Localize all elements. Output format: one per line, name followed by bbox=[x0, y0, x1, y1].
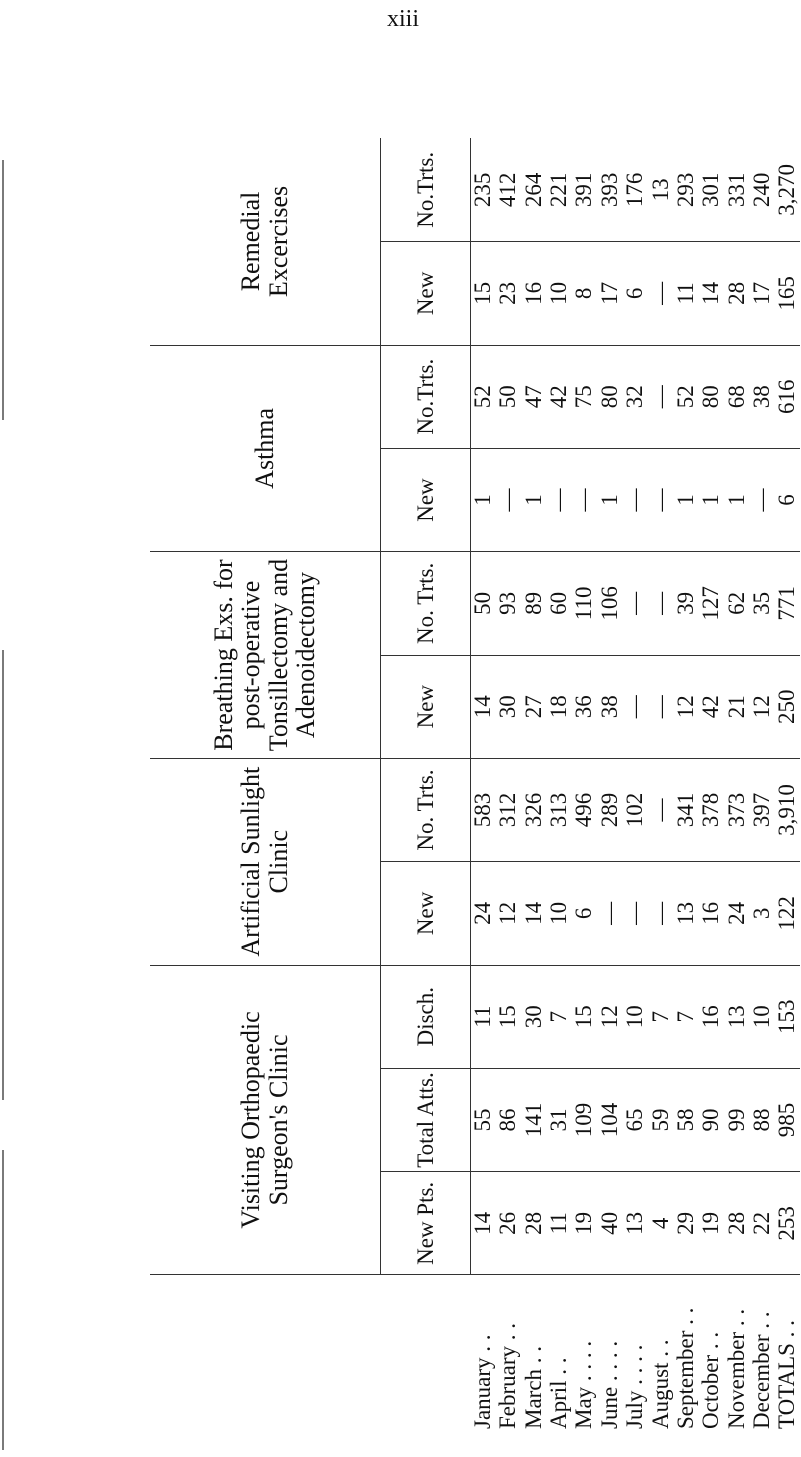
cell-s-trts: 496 bbox=[572, 758, 597, 861]
cell-s-new: 10 bbox=[547, 862, 572, 965]
cell-v-disch: 7 bbox=[547, 965, 572, 1068]
cell-a-trts: 38 bbox=[749, 345, 774, 448]
cell-b-trts: 35 bbox=[749, 552, 774, 655]
cell-v-new: 28 bbox=[521, 1172, 546, 1275]
cell-b-trts: 50 bbox=[470, 552, 496, 655]
cell-s-trts: 378 bbox=[699, 758, 724, 861]
cell-b-new: — bbox=[623, 655, 648, 758]
asthma-trts-header: No.Trts. bbox=[380, 345, 470, 448]
cell-r-new: 16 bbox=[521, 242, 546, 345]
cell-v-total: 88 bbox=[749, 1068, 774, 1171]
cell-s-trts: 373 bbox=[724, 758, 749, 861]
asthma-header: Asthma bbox=[150, 345, 380, 552]
page-edge-shadow bbox=[0, 0, 8, 1457]
cell-v-new: 11 bbox=[547, 1172, 572, 1275]
cell-a-new: — bbox=[572, 448, 597, 551]
table-row bbox=[648, 35, 673, 1435]
cell-v-disch: 15 bbox=[572, 965, 597, 1068]
cell-v-total: 58 bbox=[673, 1068, 698, 1171]
cell-v-new: 40 bbox=[597, 1172, 622, 1275]
sunlight-trts-header: No. Trts. bbox=[380, 758, 470, 861]
cell-a-new: — bbox=[749, 448, 774, 551]
clinic-statistics-table bbox=[150, 35, 800, 1435]
cell-b-new: 250 bbox=[775, 655, 800, 758]
cell-r-new: 14 bbox=[699, 242, 724, 345]
cell-s-new: 12 bbox=[496, 862, 521, 965]
cell-a-trts: 32 bbox=[623, 345, 648, 448]
cell-b-new: 14 bbox=[470, 655, 496, 758]
cell-s-trts: 3,910 bbox=[775, 758, 800, 861]
visiting-total-atts-header: Total Atts. bbox=[380, 1068, 470, 1171]
cell-a-trts: 75 bbox=[572, 345, 597, 448]
cell-b-trts: 60 bbox=[547, 552, 572, 655]
cell-v-total: 59 bbox=[648, 1068, 673, 1171]
visiting-clinic-header: Visiting Orthopaedic Surgeon's Clinic bbox=[150, 965, 380, 1275]
cell-b-new: 30 bbox=[496, 655, 521, 758]
cell-v-disch: 15 bbox=[496, 965, 521, 1068]
sunlight-new-header: New bbox=[380, 862, 470, 965]
month-label: December . . bbox=[748, 1311, 774, 1429]
table-row bbox=[623, 35, 648, 1435]
cell-r-new: 28 bbox=[724, 242, 749, 345]
month-label: September . . bbox=[672, 1307, 698, 1429]
month-label: August . . bbox=[647, 1339, 673, 1429]
table-row bbox=[775, 35, 800, 1435]
cell-b-trts: 89 bbox=[521, 552, 546, 655]
cell-s-trts: 102 bbox=[623, 758, 648, 861]
cell-v-disch: 7 bbox=[673, 965, 698, 1068]
cell-s-new: — bbox=[623, 862, 648, 965]
table-row bbox=[470, 35, 496, 1435]
remedial-exercises-header: Remedial Excercises bbox=[150, 138, 380, 345]
cell-v-total: 109 bbox=[572, 1068, 597, 1171]
cell-s-new: 3 bbox=[749, 862, 774, 965]
cell-r-trts: 393 bbox=[597, 138, 622, 241]
month-header bbox=[150, 1275, 470, 1435]
cell-s-new: 13 bbox=[673, 862, 698, 965]
month-label: May . . . . bbox=[571, 1340, 597, 1429]
cell-a-new: 1 bbox=[470, 448, 496, 551]
cell-r-new: 165 bbox=[775, 242, 800, 345]
month-label: February . . bbox=[495, 1322, 521, 1429]
table-row bbox=[496, 35, 521, 1435]
month-label: November . . bbox=[723, 1308, 749, 1429]
cell-v-total: 141 bbox=[521, 1068, 546, 1171]
cell-b-trts: 127 bbox=[699, 552, 724, 655]
cell-v-disch: 30 bbox=[521, 965, 546, 1068]
sunlight-clinic-header: Artificial Sunlight Clinic bbox=[150, 758, 380, 965]
month-label: January . . bbox=[469, 1334, 495, 1429]
cell-a-trts: — bbox=[648, 345, 673, 448]
cell-s-trts: 397 bbox=[749, 758, 774, 861]
cell-a-trts: 616 bbox=[775, 345, 800, 448]
cell-r-trts: 293 bbox=[673, 138, 698, 241]
cell-r-new: 17 bbox=[597, 242, 622, 345]
table-row bbox=[597, 35, 622, 1435]
cell-v-disch: 16 bbox=[699, 965, 724, 1068]
month-label: July . . . . bbox=[622, 1344, 648, 1429]
cell-v-new: 26 bbox=[496, 1172, 521, 1275]
cell-b-trts: 62 bbox=[724, 552, 749, 655]
cell-a-new: 1 bbox=[597, 448, 622, 551]
month-label: October . . bbox=[698, 1331, 724, 1429]
month-label: TOTALS . . bbox=[774, 1320, 800, 1429]
cell-b-new: 38 bbox=[597, 655, 622, 758]
cell-r-new: 6 bbox=[623, 242, 648, 345]
cell-r-trts: 331 bbox=[724, 138, 749, 241]
cell-b-new: 12 bbox=[749, 655, 774, 758]
table-body bbox=[470, 35, 800, 1435]
cell-r-trts: 412 bbox=[496, 138, 521, 241]
cell-a-trts: 52 bbox=[470, 345, 496, 448]
cell-v-new: 4 bbox=[648, 1172, 673, 1275]
table-row bbox=[572, 35, 597, 1435]
cell-v-disch: 153 bbox=[775, 965, 800, 1068]
cell-s-trts: 313 bbox=[547, 758, 572, 861]
cell-a-trts: 80 bbox=[597, 345, 622, 448]
table-row bbox=[699, 35, 724, 1435]
cell-a-new: — bbox=[648, 448, 673, 551]
cell-a-trts: 50 bbox=[496, 345, 521, 448]
cell-v-new: 253 bbox=[775, 1172, 800, 1275]
cell-a-new: 1 bbox=[724, 448, 749, 551]
cell-v-new: 14 bbox=[470, 1172, 496, 1275]
cell-a-new: 1 bbox=[673, 448, 698, 551]
remedial-trts-header: No.Trts. bbox=[380, 138, 470, 241]
remedial-new-header: New bbox=[380, 242, 470, 345]
cell-b-trts: — bbox=[648, 552, 673, 655]
cell-a-new: — bbox=[496, 448, 521, 551]
cell-b-trts: 39 bbox=[673, 552, 698, 655]
visiting-new-pts-header: New Pts. bbox=[380, 1172, 470, 1275]
cell-b-trts: — bbox=[623, 552, 648, 655]
table-row bbox=[724, 35, 749, 1435]
cell-b-new: 12 bbox=[673, 655, 698, 758]
cell-s-new: 24 bbox=[724, 862, 749, 965]
cell-b-trts: 771 bbox=[775, 552, 800, 655]
cell-v-new: 19 bbox=[572, 1172, 597, 1275]
cell-v-new: 13 bbox=[623, 1172, 648, 1275]
cell-s-trts: 289 bbox=[597, 758, 622, 861]
cell-r-trts: 221 bbox=[547, 138, 572, 241]
cell-a-new: 6 bbox=[775, 448, 800, 551]
cell-b-trts: 110 bbox=[572, 552, 597, 655]
cell-r-new: 23 bbox=[496, 242, 521, 345]
cell-r-new: 8 bbox=[572, 242, 597, 345]
cell-r-new: 11 bbox=[673, 242, 698, 345]
cell-a-trts: 52 bbox=[673, 345, 698, 448]
visiting-disch-header: Disch. bbox=[380, 965, 470, 1068]
cell-r-trts: 13 bbox=[648, 138, 673, 241]
cell-v-total: 90 bbox=[699, 1068, 724, 1171]
breathing-new-header: New bbox=[380, 655, 470, 758]
cell-a-trts: 47 bbox=[521, 345, 546, 448]
page-number: xiii bbox=[386, 6, 419, 32]
cell-s-trts: 583 bbox=[470, 758, 496, 861]
cell-v-new: 28 bbox=[724, 1172, 749, 1275]
breathing-trts-header: No. Trts. bbox=[380, 552, 470, 655]
month-label: April . . bbox=[546, 1357, 572, 1429]
cell-s-new: 14 bbox=[521, 862, 546, 965]
cell-v-disch: 12 bbox=[597, 965, 622, 1068]
cell-s-new: — bbox=[597, 862, 622, 965]
cell-a-new: — bbox=[623, 448, 648, 551]
cell-r-trts: 240 bbox=[749, 138, 774, 241]
cell-b-new: 36 bbox=[572, 655, 597, 758]
cell-v-disch: 11 bbox=[470, 965, 496, 1068]
cell-r-trts: 301 bbox=[699, 138, 724, 241]
cell-s-trts: — bbox=[648, 758, 673, 861]
rotated-table-frame bbox=[150, 35, 800, 1435]
cell-s-new: 24 bbox=[470, 862, 496, 965]
cell-a-new: 1 bbox=[699, 448, 724, 551]
cell-v-new: 19 bbox=[699, 1172, 724, 1275]
cell-r-trts: 391 bbox=[572, 138, 597, 241]
cell-a-new: 1 bbox=[521, 448, 546, 551]
table-row bbox=[673, 35, 698, 1435]
cell-v-disch: 7 bbox=[648, 965, 673, 1068]
cell-v-disch: 10 bbox=[749, 965, 774, 1068]
cell-b-new: 21 bbox=[724, 655, 749, 758]
asthma-new-header: New bbox=[380, 448, 470, 551]
cell-v-total: 985 bbox=[775, 1068, 800, 1171]
cell-v-total: 65 bbox=[623, 1068, 648, 1171]
cell-a-trts: 42 bbox=[547, 345, 572, 448]
cell-b-trts: 93 bbox=[496, 552, 521, 655]
cell-s-new: 122 bbox=[775, 862, 800, 965]
cell-v-disch: 10 bbox=[623, 965, 648, 1068]
cell-a-trts: 80 bbox=[699, 345, 724, 448]
cell-v-total: 99 bbox=[724, 1068, 749, 1171]
cell-s-new: — bbox=[648, 862, 673, 965]
month-label: June . . . . bbox=[596, 1340, 622, 1429]
cell-b-new: — bbox=[648, 655, 673, 758]
cell-v-new: 29 bbox=[673, 1172, 698, 1275]
cell-r-new: 10 bbox=[547, 242, 572, 345]
cell-r-trts: 176 bbox=[623, 138, 648, 241]
table-row bbox=[749, 35, 774, 1435]
cell-b-new: 42 bbox=[699, 655, 724, 758]
cell-v-total: 104 bbox=[597, 1068, 622, 1171]
cell-a-new: — bbox=[547, 448, 572, 551]
cell-v-total: 55 bbox=[470, 1068, 496, 1171]
breathing-exercises-header: Breathing Exs. for post-operative Tonsillectomy and Adenoidectomy bbox=[150, 552, 380, 759]
month-label: March . . bbox=[520, 1345, 546, 1429]
cell-a-trts: 68 bbox=[724, 345, 749, 448]
cell-s-new: 16 bbox=[699, 862, 724, 965]
cell-r-new: 17 bbox=[749, 242, 774, 345]
cell-s-new: 6 bbox=[572, 862, 597, 965]
table-row bbox=[521, 35, 546, 1435]
cell-r-trts: 235 bbox=[470, 138, 496, 241]
cell-v-disch: 13 bbox=[724, 965, 749, 1068]
cell-s-trts: 341 bbox=[673, 758, 698, 861]
cell-v-total: 31 bbox=[547, 1068, 572, 1171]
cell-r-trts: 264 bbox=[521, 138, 546, 241]
cell-b-new: 27 bbox=[521, 655, 546, 758]
cell-v-new: 22 bbox=[749, 1172, 774, 1275]
cell-s-trts: 326 bbox=[521, 758, 546, 861]
table-row bbox=[547, 35, 572, 1435]
cell-r-trts: 3,270 bbox=[775, 138, 800, 241]
cell-b-new: 18 bbox=[547, 655, 572, 758]
cell-v-total: 86 bbox=[496, 1068, 521, 1171]
cell-r-new: 15 bbox=[470, 242, 496, 345]
table-container bbox=[150, 35, 801, 1440]
cell-b-trts: 106 bbox=[597, 552, 622, 655]
cell-r-new: — bbox=[648, 242, 673, 345]
cell-s-trts: 312 bbox=[496, 758, 521, 861]
